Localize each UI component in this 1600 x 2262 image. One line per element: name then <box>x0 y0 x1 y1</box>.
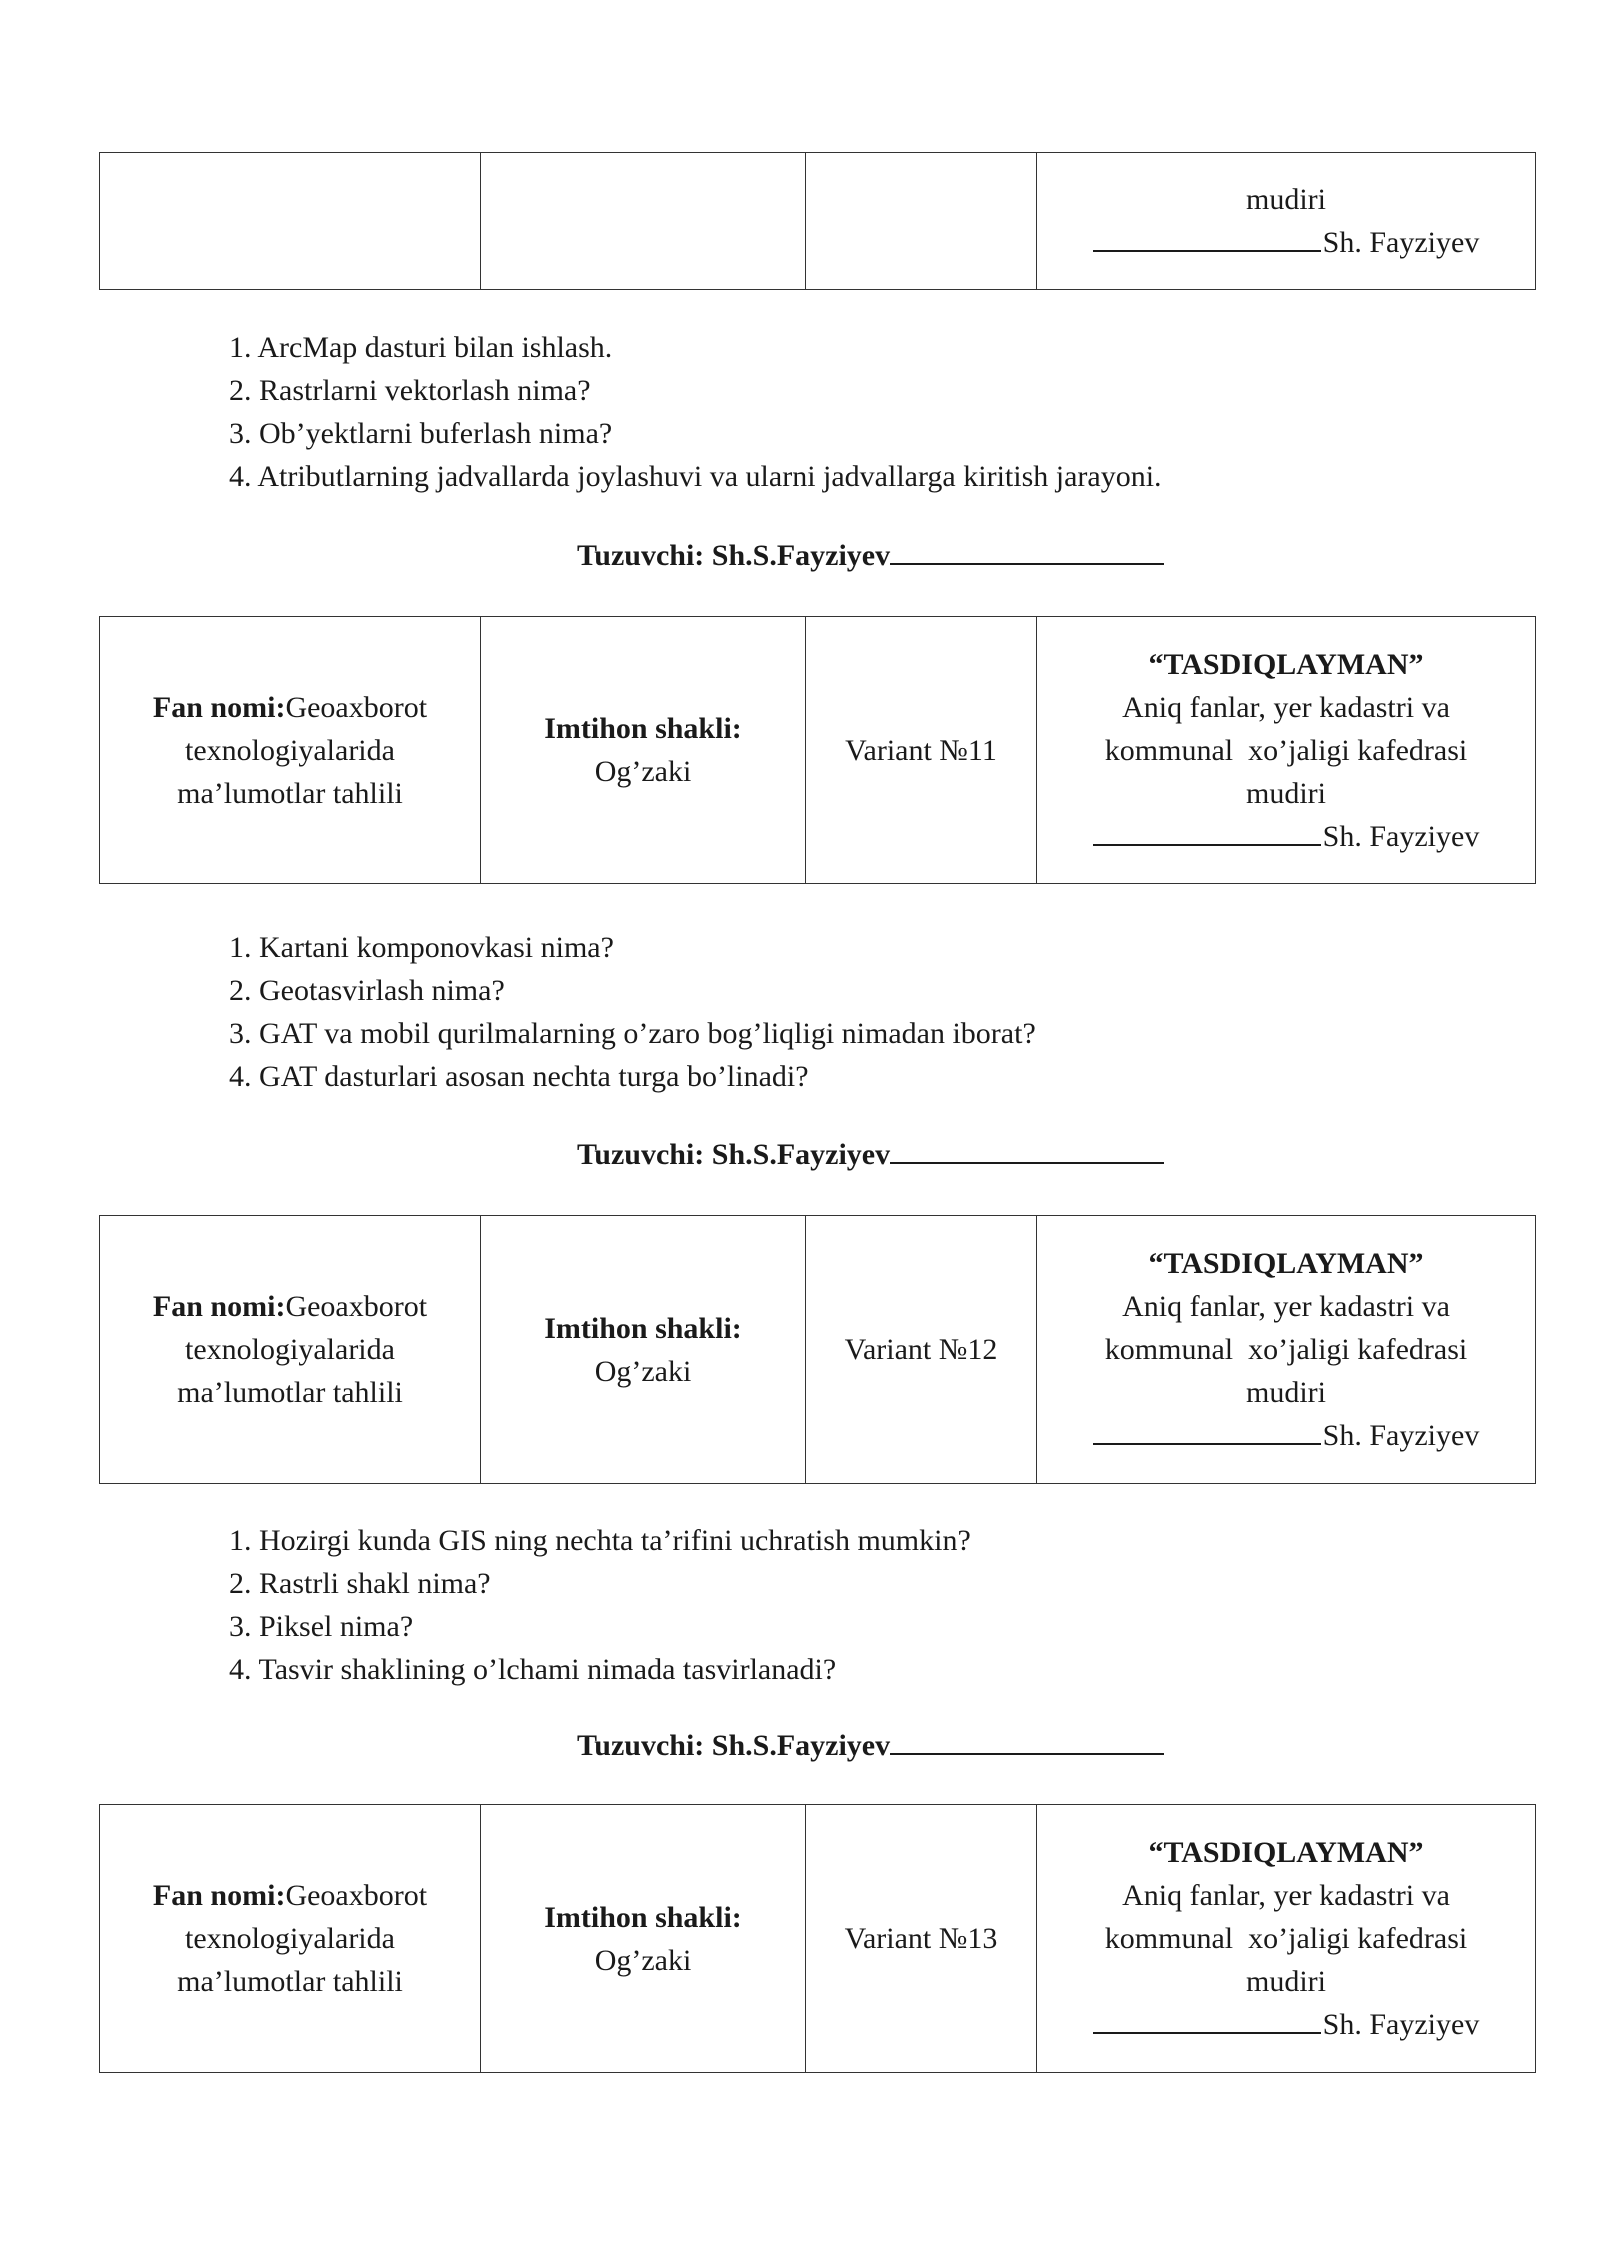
exam-form-cell <box>481 617 806 884</box>
subject-name-line2: texnologiyalarida <box>185 733 395 767</box>
variant-cell <box>806 1805 1037 2073</box>
exam-header-table <box>99 1215 1536 1484</box>
question-item: 2. Rastrli shakl nima? <box>229 1567 491 1600</box>
approval-title: “TASDIQLAYMAN” <box>1148 1247 1424 1280</box>
compiler-label: Tuzuvchi: Sh.S.Fayziyev <box>577 1729 891 1762</box>
question-item: 2. Rastrlarni vektorlash nima? <box>229 374 591 407</box>
variant-cell <box>806 617 1037 884</box>
variant-cell <box>806 1216 1037 1484</box>
exam-form-label: Imtihon shakli: <box>544 712 742 745</box>
signature-row <box>1037 2003 1535 2046</box>
compiler-line <box>577 534 1164 577</box>
question-item: 3. GAT va mobil qurilmalarning o’zaro bog’liqligi nimadan iborat? <box>229 1017 1036 1050</box>
compiler-line <box>577 1724 1164 1767</box>
signature-line <box>1093 818 1321 846</box>
question-item: 3. Ob’yektlarni buferlash nima? <box>229 417 613 450</box>
department-line1: Aniq fanlar, yer kadastri va <box>1122 1879 1450 1912</box>
subject-name-line1: Geoaxborot <box>285 690 428 724</box>
signer-name: Sh. Fayziyev <box>1322 226 1480 259</box>
subject-name-line3: ma’lumotlar tahlili <box>177 776 403 810</box>
subject-cell <box>100 1216 481 1484</box>
subject-name-line1: Geoaxborot <box>285 1290 428 1323</box>
subject-label: Fan nomi: <box>152 690 286 724</box>
question-list <box>229 326 1162 498</box>
question-item: 1. Kartani komponovkasi nima? <box>229 931 614 964</box>
exam-header-table <box>99 616 1536 884</box>
exam-header-table <box>99 152 1536 290</box>
exam-header-table <box>99 1804 1536 2073</box>
subject-name-line3: ma’lumotlar tahlili <box>177 1376 403 1409</box>
question-list <box>229 926 1036 1098</box>
compiler-signature-line <box>890 1725 1164 1755</box>
signature-row <box>1037 1414 1535 1457</box>
subject-name-line2: texnologiyalarida <box>185 1922 395 1955</box>
approval-cell <box>1037 617 1536 884</box>
subject-name-line1: Geoaxborot <box>285 1879 428 1912</box>
signer-name: Sh. Fayziyev <box>1322 1419 1480 1452</box>
exam-form-value: Og’zaki <box>594 755 692 788</box>
compiler-label: Tuzuvchi: Sh.S.Fayziyev <box>577 1138 891 1171</box>
subject-name-line3: ma’lumotlar tahlili <box>177 1965 403 1998</box>
department-line1: Aniq fanlar, yer kadastri va <box>1122 1290 1450 1323</box>
approval-position: mudiri <box>1246 1965 1326 1998</box>
department-line2: kommunal xo’jaligi kafedrasi <box>1104 1333 1468 1366</box>
signature-line <box>1093 1417 1321 1445</box>
exam-form-cell <box>481 1216 806 1484</box>
exam-form-cell <box>481 153 806 290</box>
signature-row <box>1037 815 1535 858</box>
question-list <box>229 1519 971 1691</box>
compiler-line <box>577 1133 1164 1176</box>
question-item: 4. Tasvir shaklining o’lchami nimada tasvirlanadi? <box>229 1653 837 1686</box>
variant-number: Variant №11 <box>845 733 997 767</box>
signature-row <box>1037 221 1535 264</box>
subject-cell <box>100 1805 481 2073</box>
question-item: 4. GAT dasturlari asosan nechta turga bo’linadi? <box>229 1060 809 1093</box>
subject-label: Fan nomi: <box>152 1290 286 1323</box>
exam-form-value: Og’zaki <box>594 1354 692 1388</box>
compiler-label: Tuzuvchi: Sh.S.Fayziyev <box>577 539 891 572</box>
exam-form-cell <box>481 1805 806 2073</box>
subject-label: Fan nomi: <box>152 1879 286 1912</box>
compiler-signature-line <box>890 535 1164 565</box>
exam-form-label: Imtihon shakli: <box>544 1311 742 1345</box>
question-item: 3. Piksel nima? <box>229 1610 414 1643</box>
question-item: 1. ArcMap dasturi bilan ishlash. <box>229 331 613 364</box>
variant-number: Variant №12 <box>844 1333 998 1366</box>
approval-position: mudiri <box>1246 1376 1326 1409</box>
department-line2: kommunal xo’jaligi kafedrasi <box>1104 733 1468 767</box>
subject-cell <box>100 617 481 884</box>
exam-form-value: Og’zaki <box>594 1943 692 1977</box>
department-line1: Aniq fanlar, yer kadastri va <box>1122 690 1450 724</box>
approval-cell <box>1037 1805 1536 2073</box>
approval-position: mudiri <box>1246 776 1326 810</box>
approval-position: mudiri <box>1246 183 1326 216</box>
question-item: 4. Atributlarning jadvallarda joylashuvi va ularni jadvallarga kiritish jarayoni. <box>229 460 1162 493</box>
signer-name: Sh. Fayziyev <box>1322 2008 1480 2041</box>
signature-line <box>1093 2006 1321 2034</box>
exam-form-label: Imtihon shakli: <box>544 1900 742 1934</box>
subject-name-line2: texnologiyalarida <box>185 1333 395 1366</box>
approval-cell <box>1037 1216 1536 1484</box>
department-line2: kommunal xo’jaligi kafedrasi <box>1104 1922 1468 1955</box>
compiler-signature-line <box>890 1134 1164 1164</box>
signature-line <box>1093 224 1321 252</box>
signer-name: Sh. Fayziyev <box>1322 819 1480 853</box>
question-item: 2. Geotasvirlash nima? <box>229 974 505 1007</box>
approval-title: “TASDIQLAYMAN” <box>1148 647 1424 681</box>
subject-cell <box>100 153 481 290</box>
variant-cell <box>806 153 1037 290</box>
approval-title: “TASDIQLAYMAN” <box>1148 1836 1424 1869</box>
question-item: 1. Hozirgi kunda GIS ning nechta ta’rifini uchratish mumkin? <box>229 1524 971 1557</box>
variant-number: Variant №13 <box>844 1922 998 1955</box>
approval-cell <box>1037 153 1536 290</box>
